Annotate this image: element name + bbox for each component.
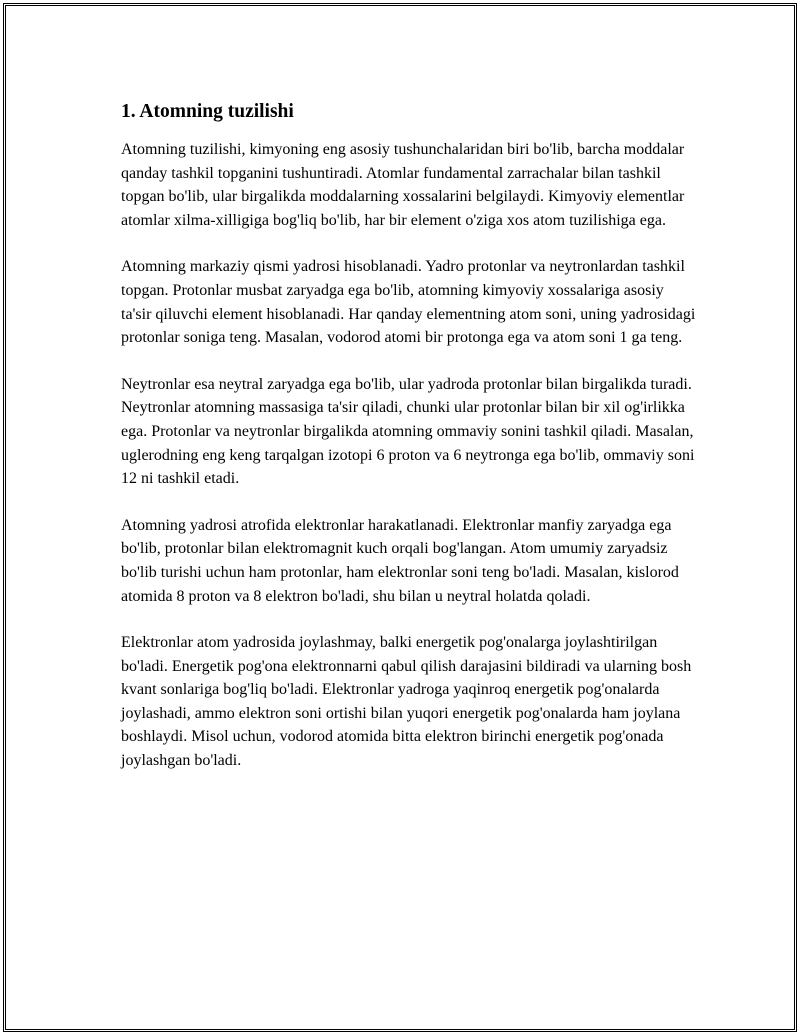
paragraph-5: Elektronlar atom yadrosida joylashmay, balki energetik pog'onalarga joylashtirilgan bo'ladi. Energetik pog'ona elektronnarni qabul qilish darajasini bildiradi va ularning bosh kvant sonlariga bog'liq bo'ladi. Elektronlar yadroga yaqinroq energetik pog'onalarda joylashadi, ammo elektron soni ortishi bilan yuqori energetik pog'onalarda ham joylana boshlaydi. Misol uchun, vodorod atomida bitta elektron birinchi energetik pog'onada joylashgan bo'ladi. — [121, 634, 692, 770]
paragraph-3: Neytronlar esa neytral zaryadga ega bo'lib, ular yadroda protonlar bilan birgalikda turadi. Neytronlar atomning massasiga ta'sir qiladi, chunki ular protonlar bilan bir xil og'irlikka ega. Protonlar va neytronlar birgalikda atomning ommaviy sonini tashkil qiladi. Masalan, uglerodning eng keng tarqalgan izotopi 6 proton va 6 neytronga ega bo'lib, ommaviy soni 12 ni tashkil etadi. — [121, 375, 695, 488]
section-heading: 1. Atomning tuzilishi — [121, 101, 294, 122]
paragraph-1: Atomning tuzilishi, kimyoning eng asosiy tushunchalaridan biri bo'lib, barcha moddalar qanday tashkil topganini tushuntiradi. Atomlar fundamental zarrachalar bilan tashkil topgan bo'lib, ular birgalikda moddalarning xossalarini belgilaydi. Kimyoviy elementlar atomlar xilma-xilligiga bog'liq bo'lib, har bir element o'ziga xos atom tuzilishiga ega. — [121, 141, 685, 229]
paragraph-2: Atomning markaziy qismi yadrosi hisoblanadi. Yadro protonlar va neytronlardan tashkil topgan. Protonlar musbat zaryadga ega bo'lib, atomning kimyoviy xossalariga asosiy ta'sir qiluvchi element hisoblanadi. Har qanday elementning atom soni, uning yadrosidagi protonlar soniga teng. Masalan, vodorod atomi bir protonga ega va atom soni 1 ga teng. — [121, 258, 696, 347]
page-frame — [3, 3, 797, 1032]
document-body — [121, 98, 696, 773]
paragraph-4: Atomning yadrosi atrofida elektronlar harakatlanadi. Elektronlar manfiy zaryadga ega bo'lib, protonlar bilan elektromagnit kuch orqali bog'langan. Atom umumiy zaryadsiz bo'lib turishi uchun ham protonlar, ham elektronlar soni teng bo'ladi. Masalan, kislorod atomida 8 proton va 8 elektron bo'ladi, shu bilan u neytral holatda qoladi. — [121, 516, 679, 605]
